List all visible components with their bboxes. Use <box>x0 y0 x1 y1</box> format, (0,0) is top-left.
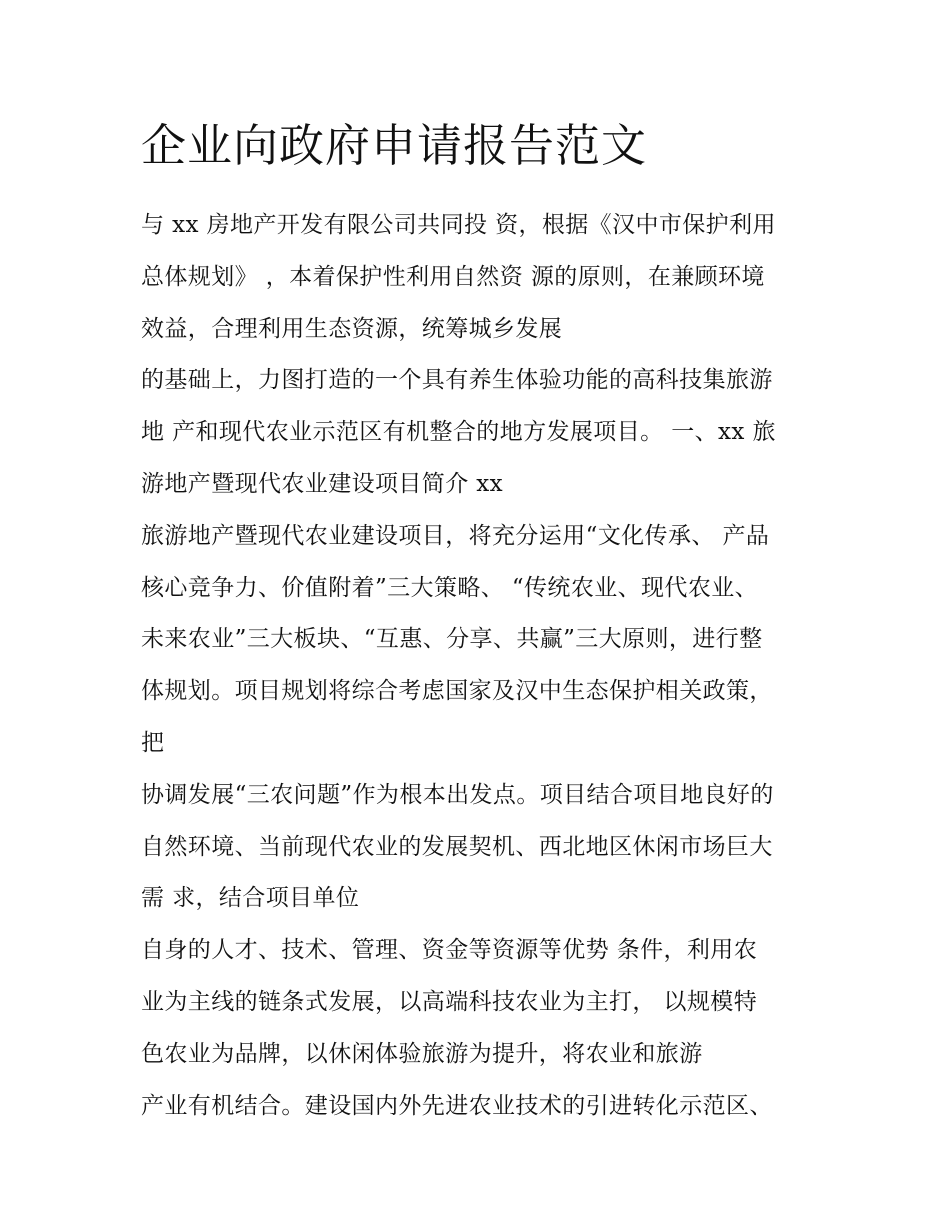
body-line: 游地产暨现代农业建设项目简介 xx <box>141 470 504 497</box>
body-line: 总体规划》 ，本着保护性利用自然资 源的原则，在兼顾环境 <box>141 263 765 290</box>
body-line: 产业有机结合。建设国内外先进农业技术的引进转化示范区、 <box>141 1092 773 1119</box>
body-line: 与 xx 房地产开发有限公司共同投 资，根据《汉中市保护利用 <box>141 212 776 238</box>
body-line: 地 产和现代农业示范区有机整合的地方发展项目。 一、xx 旅 <box>141 419 776 446</box>
body-line: 体规划。项目规划将综合考虑国家及汉中生态保护相关政策， <box>141 678 773 705</box>
body-line: 效益，合理利用生态资源，统筹城乡发展 <box>141 315 563 342</box>
body-line: 把 <box>141 729 165 756</box>
body-line: 协调发展“三农问题”作为根本出发点。项目结合项目地良好的 <box>141 781 774 808</box>
body-line: 未来农业”三大板块、“互惠、分享、共赢”三大原则，进行整 <box>141 626 763 653</box>
body-line: 核心竞争力、价值附着”三大策略、 “传统农业、现代农业、 <box>141 574 759 601</box>
body-line: 的基础上，力图打造的一个具有养生体验功能的高科技集旅游 <box>141 367 773 394</box>
body-line: 自然环境、当前现代农业的发展契机、西北地区休闲市场巨大 <box>141 833 773 860</box>
body-line: 自身的人才、技术、管理、资金等资源等优势 条件，利用农 <box>141 937 758 964</box>
document-title: 企业向政府申请报告范文 <box>141 119 648 172</box>
body-line: 旅游地产暨现代农业建设项目，将充分运用“文化传承、 产品 <box>141 522 770 549</box>
body-line: 需 求，结合项目单位 <box>141 885 360 912</box>
body-line: 业为主线的链条式发展，以高端科技农业为主打， 以规模特 <box>141 988 758 1015</box>
body-line: 色农业为品牌，以休闲体验旅游为提升，将农业和旅游 <box>141 1040 703 1067</box>
document-body <box>141 200 831 1132</box>
